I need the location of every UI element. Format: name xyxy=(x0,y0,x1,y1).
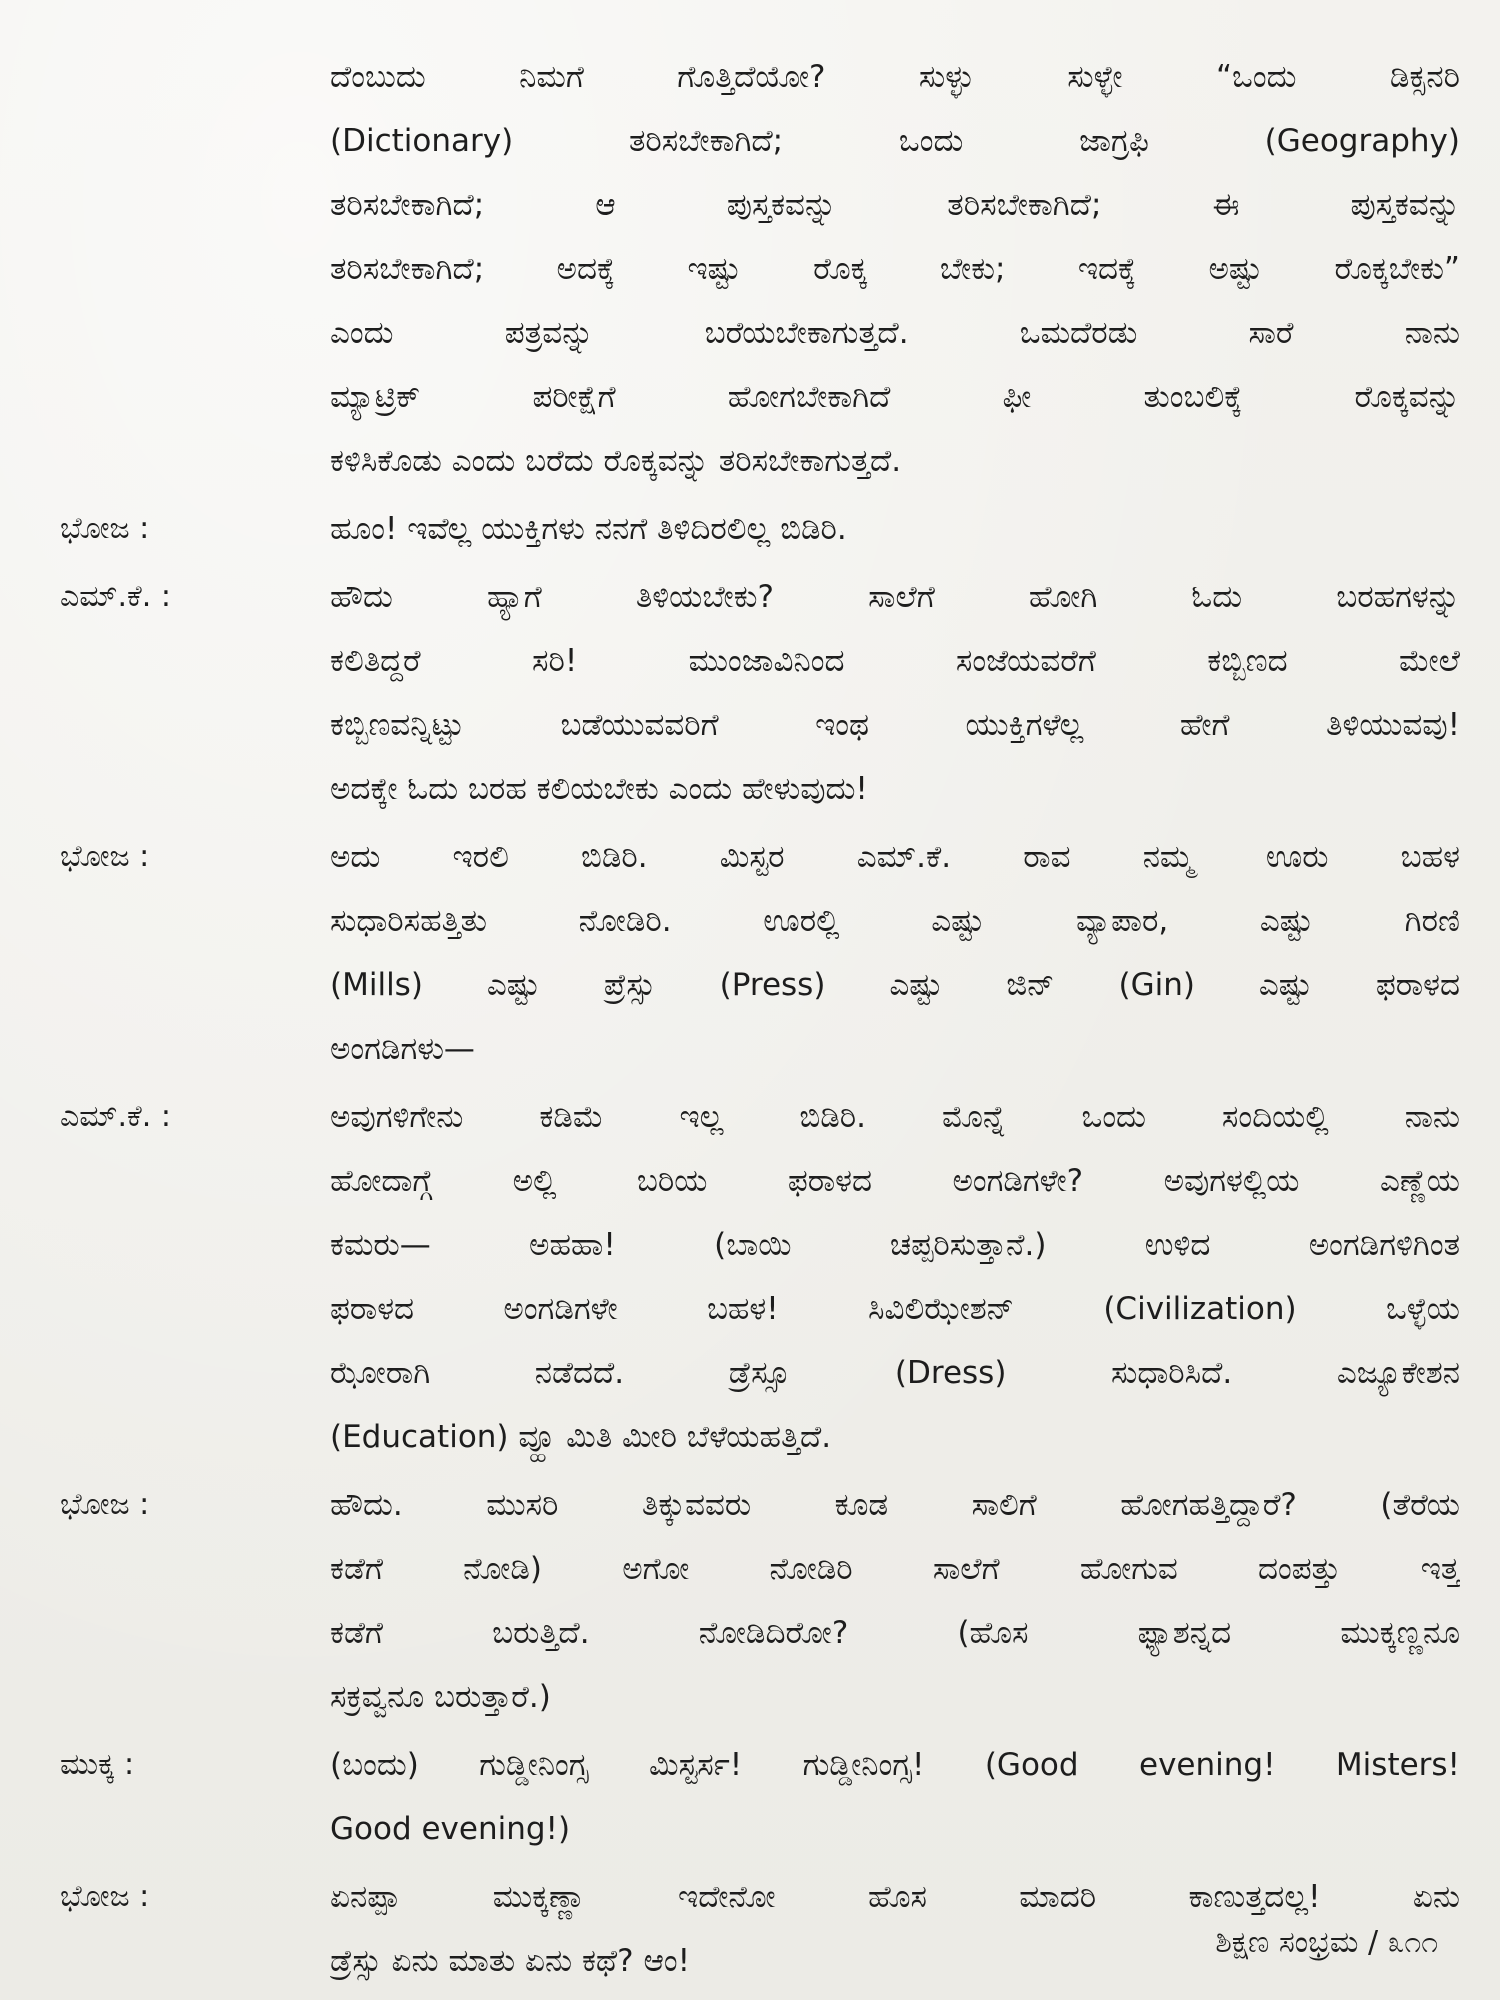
dialogue-turn xyxy=(60,45,1460,493)
dialogue-text xyxy=(330,1733,1460,1861)
dialogue-line: ಎಂದು ಪತ್ರವನ್ನು ಬರೆಯಬೇಕಾಗುತ್ತದೆ. ಒಮದೆರಡು ಸಾರೆ ನಾನು xyxy=(330,315,1460,351)
dialogue-line: ಝೋರಾಗಿ ನಡೆದದೆ. ಡ್ರೆಸ್ಸೂ (Dress) ಸುಧಾರಿಸಿದೆ. ಎಜ್ಯೂಕೇಶನ xyxy=(330,1355,1460,1391)
dialogue-line: Good evening!) xyxy=(330,1811,571,1847)
dialogue-line: ಏನಪ್ಪಾ ಮುಕ್ಕಣ್ಣಾ ಇದೇನೋ ಹೊಸ ಮಾದರಿ ಕಾಣುತ್ತದಲ್ಲ! ಏನು xyxy=(330,1879,1460,1915)
dialogue-line: (Mills) ಎಷ್ಟು ಪ್ರೆಸ್ಸು (Press) ಎಷ್ಟು ಜಿನ್ (Gin) ಎಷ್ಟು ಫರಾಳದ xyxy=(330,967,1460,1003)
dialogue-line: (ಬಂದು) ಗುಡ್ಡೀನಿಂಗ್ಸ ಮಿಸ್ಟರ್ಸ! ಗುಡ್ಡೀನಿಂಗ್ಸ! (Good evening! Misters! xyxy=(330,1747,1460,1783)
dialogue-line: ಡ್ರೆಸ್ಸು ಏನು ಮಾತು ಏನು ಕಥೆ? ಆಂ! xyxy=(330,1943,691,1979)
dialogue-line: ಹೋದಾಗ್ಗೆ ಅಲ್ಲಿ ಬರಿಯ ಫರಾಳದ ಅಂಗಡಿಗಳೇ? ಅವುಗಳಲ್ಲಿಯ ಎಣ್ಣೆಯ xyxy=(330,1163,1460,1199)
speaker-name: ಎಮ್.ಕೆ. : xyxy=(60,579,171,614)
speaker-name: ಭೋಜ : xyxy=(60,1879,150,1914)
dialogue-line: ತರಿಸಬೇಕಾಗಿದೆ; ಅದಕ್ಕೆ ಇಷ್ಟು ರೊಕ್ಕ ಬೇಕು; ಇದಕ್ಕೆ ಅಷ್ಟು ರೊಕ್ಕಬೇಕು” xyxy=(330,251,1460,287)
speaker-name: ಭೋಜ : xyxy=(60,511,150,546)
dialogue-line: ಅದು ಇರಲಿ ಬಿಡಿರಿ. ಮಿಸ್ಟರ ಎಮ್.ಕೆ. ರಾವ ನಮ್ಮ ಊರು ಬಹಳ xyxy=(330,839,1460,875)
dialogue-line: ಸುಧಾರಿಸಹತ್ತಿತು ನೋಡಿರಿ. ಊರಲ್ಲಿ ಎಷ್ಟು ವ್ಯಾಪಾರ, ಎಷ್ಟು ಗಿರಣಿ xyxy=(330,903,1460,939)
play-script xyxy=(60,45,1460,1993)
speaker-name: ಭೋಜ : xyxy=(60,1487,150,1522)
dialogue-line: (Education) ವ್ಹೂ ಮಿತಿ ಮೀರಿ ಬೆಳೆಯಹತ್ತಿದೆ. xyxy=(330,1419,832,1455)
speaker-name: ಎಮ್.ಕೆ. : xyxy=(60,1099,171,1134)
dialogue-line: (Dictionary) ತರಿಸಬೇಕಾಗಿದೆ; ಒಂದು ಜಾಗ್ರಫಿ (Geography) xyxy=(330,123,1460,159)
speaker-name: ಭೋಜ : xyxy=(60,839,150,874)
dialogue-line: ಮ್ಯಾಟ್ರಿಕ್ ಪರೀಕ್ಷೆಗೆ ಹೋಗಬೇಕಾಗಿದೆ ಫೀ ತುಂಬಲಿಕ್ಕೆ ರೊಕ್ಕವನ್ನು xyxy=(330,379,1460,415)
dialogue-text xyxy=(330,565,1460,821)
dialogue-line: ಸಕ್ರವ್ವನೂ ಬರುತ್ತಾರೆ.) xyxy=(330,1679,551,1715)
dialogue-line: ಕಬ್ಬಿಣವನ್ನಿಟ್ಟು ಬಡೆಯುವವರಿಗೆ ಇಂಥ ಯುಕ್ತಿಗಳೆಲ್ಲ ಹೇಗೆ ತಿಳಿಯುವವು! xyxy=(330,707,1460,743)
dialogue-line: ಕಡೆಗೆ ನೋಡಿ) ಅಗೋ ನೋಡಿರಿ ಸಾಲೆಗೆ ಹೋಗುವ ದಂಪತ್ತು ಇತ್ತ xyxy=(330,1551,1460,1587)
dialogue-line: ಹೌದು. ಮುಸರಿ ತಿಕ್ಕುವವರು ಕೂಡ ಸಾಲಿಗೆ ಹೋಗಹತ್ತಿದ್ದಾರೆ? (ತೆರೆಯ xyxy=(330,1487,1460,1523)
dialogue-line: ಕಡೆಗೆ ಬರುತ್ತಿದೆ. ನೋಡಿದಿರೋ? (ಹೊಸ ಫ್ಯಾಶನ್ನದ ಮುಕ್ಕಣ್ಣನೂ xyxy=(330,1615,1460,1651)
dialogue-turn xyxy=(60,497,1460,561)
dialogue-line: ತರಿಸಬೇಕಾಗಿದೆ; ಆ ಪುಸ್ತಕವನ್ನು ತರಿಸಬೇಕಾಗಿದೆ; ಈ ಪುಸ್ತಕವನ್ನು xyxy=(330,187,1460,223)
speaker-name: ಮುಕ್ಕ : xyxy=(60,1747,135,1782)
dialogue-text xyxy=(330,825,1460,1081)
dialogue-text xyxy=(330,1473,1460,1729)
dialogue-line: ಅವುಗಳಿಗೇನು ಕಡಿಮೆ ಇಲ್ಲ ಬಿಡಿರಿ. ಮೊನ್ನೆ ಒಂದು ಸಂದಿಯಲ್ಲಿ ನಾನು xyxy=(330,1099,1460,1135)
dialogue-turn xyxy=(60,1733,1460,1861)
dialogue-turn xyxy=(60,825,1460,1081)
dialogue-turn xyxy=(60,565,1460,821)
dialogue-text xyxy=(330,497,1460,561)
dialogue-line: ಫರಾಳದ ಅಂಗಡಿಗಳೇ ಬಹಳ! ಸಿವಿಲಿಝೇಶನ್ (Civilization) ಒಳ್ಳೆಯ xyxy=(330,1291,1460,1327)
dialogue-line: ಅಂಗಡಿಗಳು— xyxy=(330,1031,475,1067)
dialogue-line: ಕಲಿತಿದ್ದರೆ ಸರಿ! ಮುಂಜಾವಿನಿಂದ ಸಂಜೆಯವರೆಗೆ ಕಬ್ಬಿಣದ ಮೇಲೆ xyxy=(330,643,1460,679)
dialogue-line: ಹೂಂ! ಇವೆಲ್ಲ ಯುಕ್ತಿಗಳು ನನಗೆ ತಿಳಿದಿರಲಿಲ್ಲ ಬಿಡಿರಿ. xyxy=(330,511,847,547)
dialogue-line: ಅದಕ್ಕೇ ಓದು ಬರಹ ಕಲಿಯಬೇಕು ಎಂದು ಹೇಳುವುದು! xyxy=(330,771,868,807)
page-footer: ಶಿಕ್ಷಣ ಸಂಭ್ರಮ / ೩೧೧ xyxy=(1215,1925,1438,1960)
dialogue-turn xyxy=(60,1473,1460,1729)
dialogue-turn xyxy=(60,1085,1460,1469)
dialogue-line: ಕಮರು— ಅಹಹಾ! (ಬಾಯಿ ಚಪ್ಪರಿಸುತ್ತಾನೆ.) ಉಳಿದ ಅಂಗಡಿಗಳಿಗಿಂತ xyxy=(330,1227,1460,1263)
dialogue-text xyxy=(330,45,1460,493)
dialogue-line: ಕಳಿಸಿಕೊಡು ಎಂದು ಬರೆದು ರೊಕ್ಕವನ್ನು ತರಿಸಬೇಕಾಗುತ್ತದೆ. xyxy=(330,443,902,479)
dialogue-line: ಹೌದು ಹ್ಯಾಗೆ ತಿಳಿಯಬೇಕು? ಸಾಲೆಗೆ ಹೋಗಿ ಓದು ಬರಹಗಳನ್ನು xyxy=(330,579,1460,615)
dialogue-line: ದೆಂಬುದು ನಿಮಗೆ ಗೊತ್ತಿದೆಯೋ? ಸುಳ್ಳು ಸುಳ್ಳೇ “ಒಂದು ಡಿಕ್ಸನರಿ xyxy=(330,59,1460,95)
dialogue-text xyxy=(330,1085,1460,1469)
